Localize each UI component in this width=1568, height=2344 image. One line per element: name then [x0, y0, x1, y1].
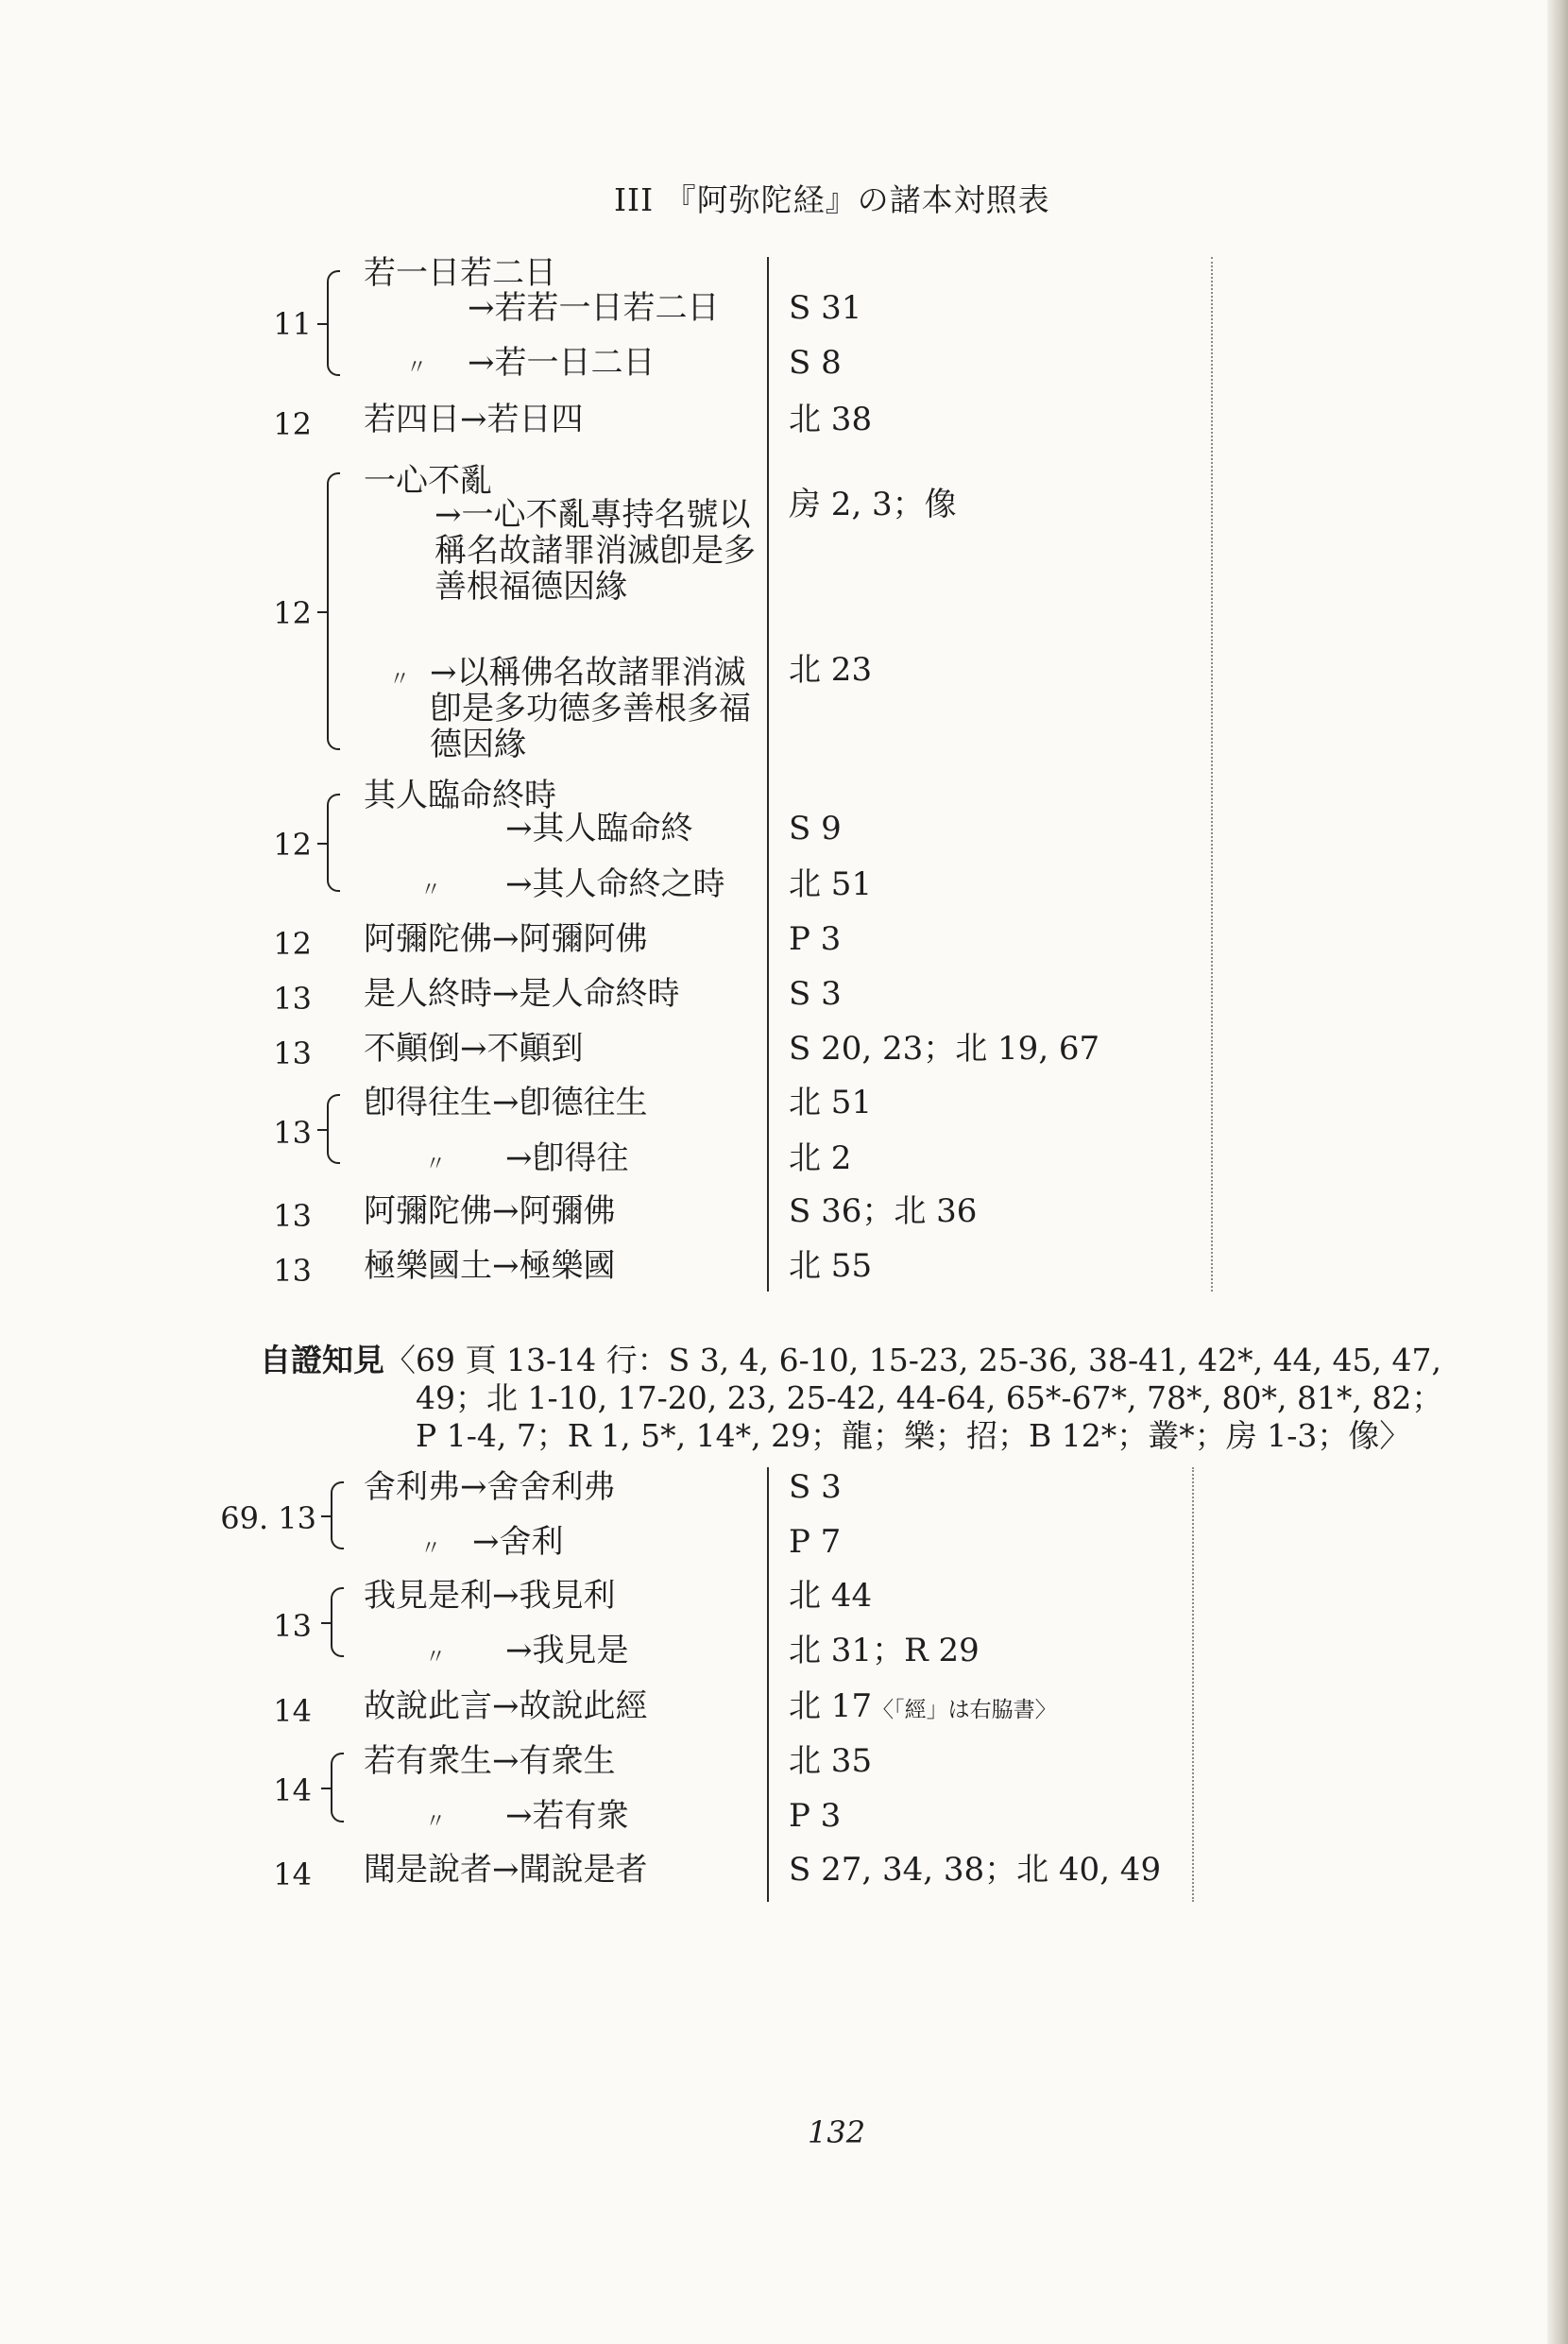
ditto-mark: 〃 — [425, 1153, 447, 1176]
variant-sub: →一心不亂專持名號以稱名故諸罪消滅卽是多善根福德因緣 — [435, 496, 756, 606]
source-note: 〈「經」は右脇書〉 — [872, 1698, 1057, 1722]
source: 北 31；R 29 — [789, 1632, 980, 1669]
source: S 9 — [789, 810, 842, 847]
line-number: 14 — [273, 1693, 312, 1729]
variant-main: 阿彌陀佛→阿彌阿佛 — [364, 920, 648, 958]
line-number: 13 — [273, 1608, 312, 1644]
brace — [331, 1587, 344, 1657]
source: S 36；北 36 — [789, 1192, 978, 1230]
line-number: 12 — [273, 926, 312, 962]
source: P 3 — [789, 920, 842, 958]
section-heading — [260, 1342, 1441, 1379]
source: S 8 — [789, 344, 842, 382]
source: 北 38 — [789, 401, 873, 438]
line-number: 12 — [273, 827, 312, 863]
source: 北 55 — [789, 1247, 873, 1285]
variant-sub: →以稱佛名故諸罪消滅卽是多功德多善根多福德因緣 — [430, 654, 751, 763]
page-edge-shadow — [1547, 0, 1568, 2344]
variant-sub: →我見是 — [505, 1632, 629, 1669]
source: S 20, 23；北 19, 67 — [789, 1030, 1100, 1068]
source: S 3 — [789, 975, 842, 1013]
variant-main: 不顚倒→不顚到 — [364, 1030, 584, 1068]
variant-main: 極樂國土→極樂國 — [364, 1247, 616, 1285]
variant-main: 我見是利→我見利 — [364, 1577, 616, 1615]
table1-dotted-rule — [1211, 257, 1213, 1292]
source: 房 2, 3；像 — [789, 486, 957, 523]
source: 北 51 — [789, 865, 873, 903]
variant-main: 故說此言→故說此經 — [364, 1687, 648, 1725]
line-number: 13 — [273, 981, 312, 1017]
ditto-mark: 〃 — [420, 879, 442, 902]
variant-sub: →若一日二日 — [468, 344, 656, 382]
running-header: III 『阿弥陀経』の諸本対照表 — [614, 181, 1050, 218]
section-range-line2: 49；北 1-10, 17-20, 23, 25-42, 44-64, 65*-67*, 78*, 80*, 81*, 82； — [416, 1379, 1443, 1416]
line-number: 13 — [273, 1035, 312, 1071]
line-number: 69. 13 — [220, 1500, 316, 1536]
source — [789, 1688, 1057, 1728]
section-range-line1: 〈69 頁 13-14 行：S 3, 4, 6-10, 15-23, 25-36, 38-41, 42*, 44, 45, 47, — [384, 1342, 1441, 1378]
source: 北 23 — [789, 651, 873, 689]
source: P 3 — [789, 1797, 842, 1835]
line-number: 12 — [273, 595, 312, 631]
brace — [327, 794, 340, 892]
source: 北 2 — [789, 1139, 852, 1177]
line-number: 13 — [273, 1115, 312, 1151]
variant-main: 若四日→若日四 — [364, 401, 584, 438]
line-number: 14 — [273, 1772, 312, 1808]
variant-main: 聞是說者→聞說是者 — [364, 1851, 648, 1889]
source: 北 51 — [789, 1084, 873, 1121]
variant-main: 若有衆生→有衆生 — [364, 1742, 616, 1780]
source: S 31 — [789, 289, 862, 327]
table2-column-rule — [767, 1467, 769, 1902]
variant-sub: →若有衆 — [505, 1797, 629, 1835]
variant-main: 是人終時→是人命終時 — [364, 975, 680, 1013]
source: 北 35 — [789, 1742, 873, 1780]
ditto-mark: 〃 — [389, 668, 411, 692]
brace — [327, 1094, 340, 1164]
source: P 7 — [789, 1523, 842, 1561]
variant-sub: →其人命終之時 — [505, 865, 725, 903]
variant-sub: →若若一日若二日 — [468, 289, 720, 327]
line-number: 11 — [273, 306, 312, 342]
source: S 3 — [789, 1468, 842, 1506]
brace — [331, 1481, 344, 1549]
line-number: 14 — [273, 1856, 312, 1892]
line-number: 13 — [273, 1198, 312, 1234]
variant-main: 阿彌陀佛→阿彌佛 — [364, 1192, 616, 1230]
section-range-line3: P 1-4, 7；R 1, 5*, 14*, 29；龍；樂；招；B 12*；叢*；房 1-3；像〉 — [416, 1417, 1411, 1454]
ditto-mark: 〃 — [425, 1810, 447, 1834]
brace — [327, 270, 340, 376]
line-number: 12 — [273, 406, 312, 442]
section-title: 自證知見 — [260, 1342, 384, 1378]
ditto-mark: 〃 — [420, 1537, 442, 1561]
source: 北 44 — [789, 1577, 873, 1615]
variant-main: 舍利弗→舍舍利弗 — [364, 1468, 616, 1506]
brace — [327, 472, 340, 750]
variant-sub: →舍利 — [472, 1523, 564, 1561]
line-number: 13 — [273, 1253, 312, 1289]
variant-main: 卽得往生→卽德往生 — [364, 1084, 648, 1121]
variant-main: 一心不亂 — [364, 462, 492, 500]
variant-sub: →卽得往 — [505, 1139, 629, 1177]
variant-sub: →其人臨命終 — [505, 810, 693, 847]
variant-main: 其人臨命終時 — [364, 777, 556, 814]
variant-main: 若一日若二日 — [364, 254, 556, 292]
page-number: 132 — [808, 2114, 866, 2150]
ditto-mark: 〃 — [406, 356, 428, 380]
ditto-mark: 〃 — [425, 1646, 447, 1669]
table1-column-rule — [767, 257, 769, 1292]
source: S 27, 34, 38；北 40, 49 — [789, 1851, 1162, 1889]
table2-dotted-rule — [1192, 1467, 1194, 1902]
brace — [331, 1753, 344, 1822]
source-witness: 北 17 — [789, 1687, 873, 1725]
